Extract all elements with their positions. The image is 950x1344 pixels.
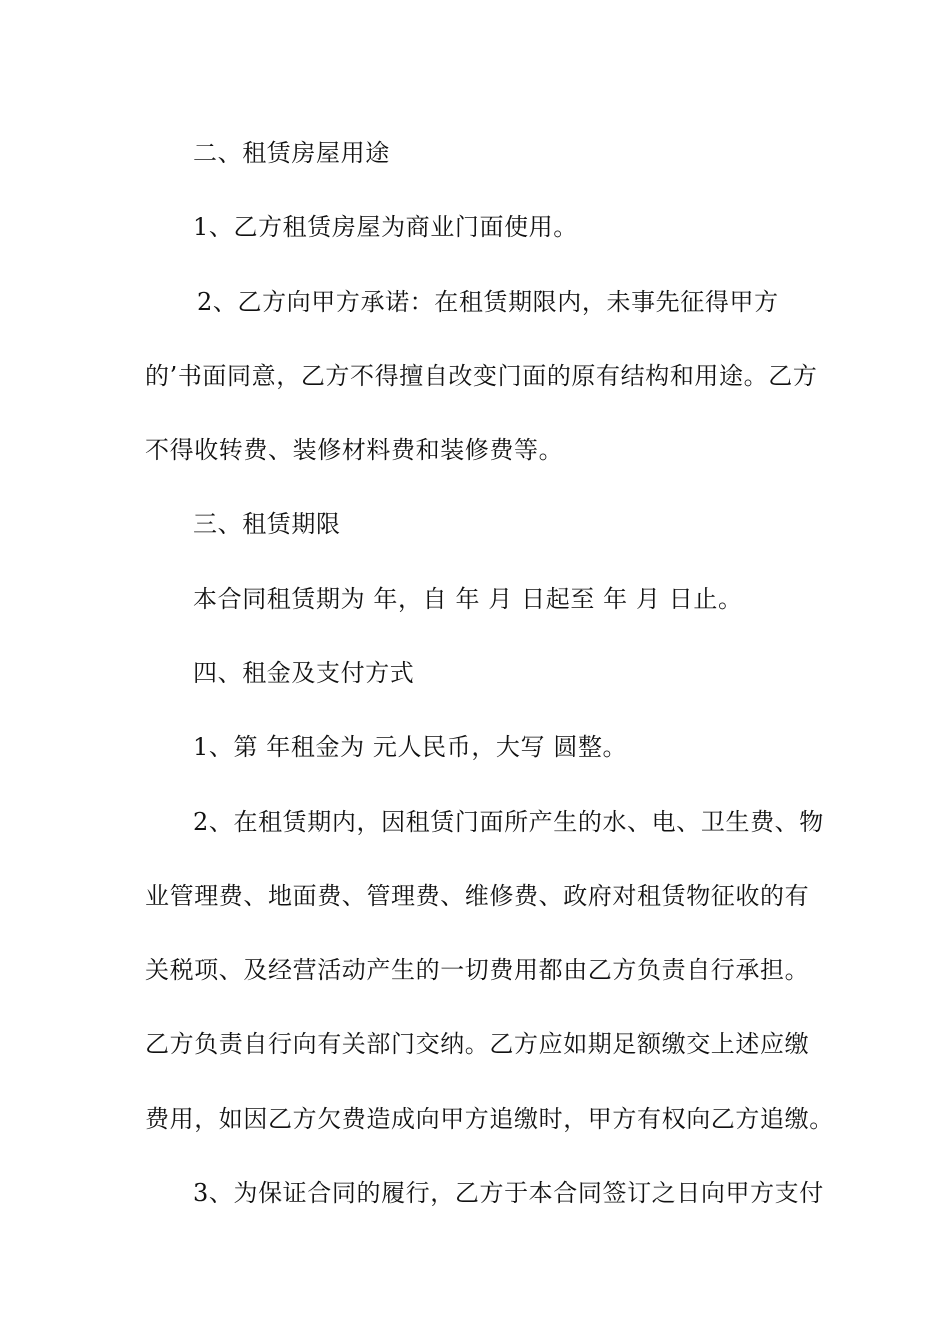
paragraph-line: 关税项、及经营活动产生的一切费用都由乙方负责自行承担。 [145,956,810,984]
paragraph-line: 的’书面同意，乙方不得擅自改变门面的原有结构和用途。乙方 [145,362,818,390]
section-heading-rent: 四、租金及支付方式 [193,659,415,687]
paragraph-line: 乙方负责自行向有关部门交纳。乙方应如期足额缴交上述应缴 [145,1030,810,1058]
paragraph-line: 2、在租赁期内，因租赁门面所产生的水、电、卫生费、物 [193,808,824,836]
section-heading-usage: 二、租赁房屋用途 [193,139,390,167]
section-heading-term: 三、租赁期限 [193,510,341,538]
paragraph-line: 2、乙方向甲方承诺：在租赁期限内，未事先征得甲方 [197,288,779,316]
paragraph-line: 费用，如因乙方欠费造成向甲方追缴时，甲方有权向乙方追缴。 [145,1105,834,1133]
paragraph-line: 3、为保证合同的履行，乙方于本合同签订之日向甲方支付 [193,1179,824,1207]
paragraph-line: 业管理费、地面费、管理费、维修费、政府对租赁物征收的有 [145,882,810,910]
paragraph-line: 1、第 年租金为 元人民币，大写 圆整。 [193,733,628,761]
paragraph-line: 本合同租赁期为 年，自 年 月 日起至 年 月 日止。 [193,585,743,613]
paragraph-line: 不得收转费、装修材料费和装修费等。 [145,436,564,464]
paragraph-line: 1、乙方租赁房屋为商业门面使用。 [193,213,578,241]
